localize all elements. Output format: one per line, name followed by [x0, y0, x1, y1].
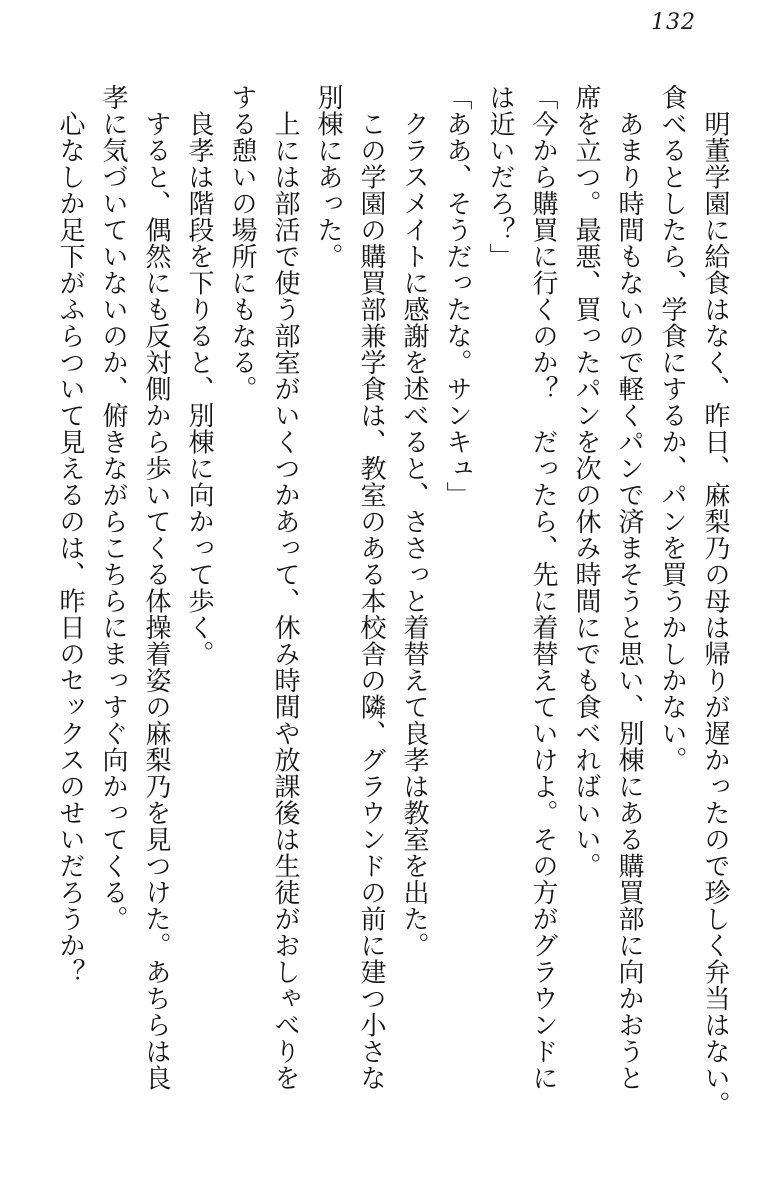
- text-line: 席を立つ。最悪、買ったパンを次の休み時間にでも食べればいい。: [571, 84, 601, 879]
- text-line: 明董学園に給食はなく、昨日、麻梨乃の母は帰りが遅かったので珍しく弁当はない。: [700, 84, 730, 1118]
- text-line: 上には部活で使う部室がいくつかあって、休み時間や放課後は生徒がおしゃべりを: [270, 84, 300, 1091]
- text-line: 「ああ、そうだったな。サンキュ」: [442, 84, 472, 508]
- text-line: 食べるとしたら、学食にするか、パンを買うかしかない。: [657, 84, 687, 773]
- text-line: あまり時間もないので軽くパンで済まそうと思い、別棟にある購買部に向かおうと: [614, 84, 644, 1091]
- text-line: 「今から購買に行くのか？ だったら、先に着替えていけよ。その方がグラウンドに: [528, 84, 558, 1091]
- text-line: 心なしか足下がふらついて見えるのは、昨日のセックスのせいだろうか？: [55, 84, 85, 985]
- text-line: すると、偶然にも反対側から歩いてくる体操着姿の麻梨乃を見つけた。あちらは良: [141, 84, 171, 1091]
- text-line: クラスメイトに感謝を述べると、ささっと着替えて良孝は教室を出た。: [399, 84, 429, 959]
- page-number: 132: [651, 10, 696, 35]
- text-block: [48, 84, 736, 1164]
- text-line: この学園の購買部兼学食は、教室のある本校舎の隣、グラウンドの前に建つ小さな: [356, 84, 386, 1091]
- text-line: する憩いの場所にもなる。: [227, 84, 257, 402]
- text-line: 別棟にあった。: [313, 84, 343, 270]
- text-line: は近いだろ？」: [485, 84, 515, 270]
- text-line: 良孝は階段を下りると、別棟に向かって歩く。: [184, 84, 214, 667]
- text-line: 孝に気づいていないのか、俯きながらこちらにまっすぐ向かってくる。: [98, 84, 128, 932]
